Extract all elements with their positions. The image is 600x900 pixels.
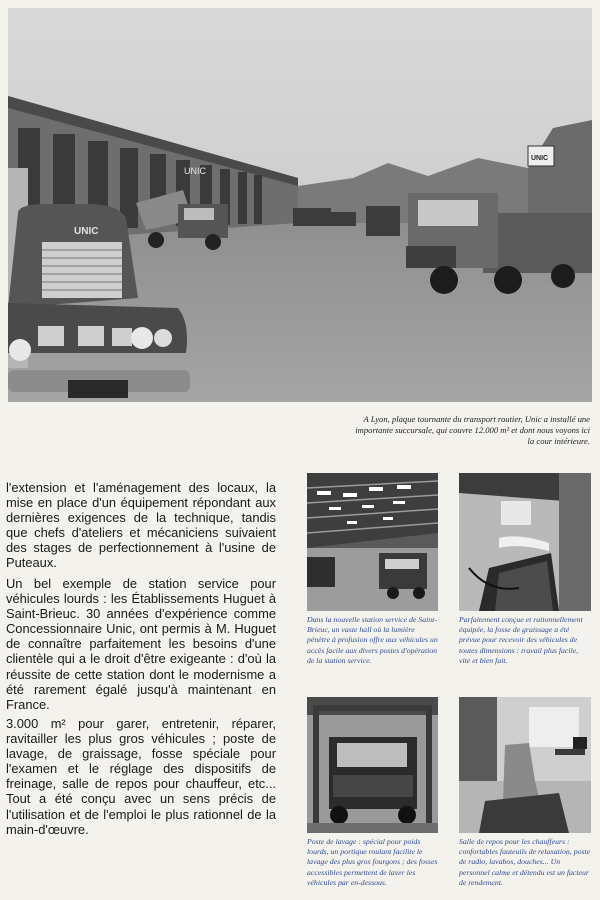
paragraph-text: l'extension et l'aménagement des locaux, la mise en place d'un équipement répondant aux dernières exigences de la technique, tandis que chefs d'ateliers et mécaniciens suivaient des stages de perfectionnement à l'usine de Puteaux. — [6, 480, 276, 571]
article-paragraph — [6, 576, 276, 712]
greasing-pit-illustration — [459, 473, 591, 611]
building-sign-text: UNIC — [184, 166, 206, 176]
article-paragraph — [6, 480, 276, 571]
caption-wash-station: Poste de lavage : spécial pour poids lourds, un portique roulant facilite le lavage des plus gros fourgons ; des fosses accessibles permettent de laver les véhicules par en-dessous. — [307, 837, 438, 887]
photo-station-hall — [307, 473, 438, 611]
main-photo-lyon-courtyard — [8, 8, 592, 402]
caption-station-hall: Dans la nouvelle station service de Saint-Brieuc, un vaste hall où la lumière pénètre à profusion offre aux véhicules un accès facile aux divers postes d'opération de la station service. — [307, 615, 438, 665]
caption-greasing-pit: Parfaitement conçue et rationnellement équipée, la fosse de graissage a été prévue pour recevoir des véhicules de toutes dimensions : travail plus facile, vite et bien fait. — [459, 615, 583, 665]
photo-greasing-pit — [459, 473, 591, 611]
courtyard-illustration — [8, 8, 592, 402]
paragraph-text: Un bel exemple de station service pour véhicules lourds : les Établissements Huguet à Saint-Brieuc. 30 années d'expérience comme Concessionnaire Unic, ont permis à M. Huguet de connaître parfaitement les besoins d'une clientèle qui a le droit d'être exigeante : d'où la réussite de cette station dont le modernisme a été rarement égalé jusqu'à maintenant en France. — [6, 576, 276, 712]
main-caption-line: importante succursale, qui couvre 12.000 m² et dont nous voyons ici — [355, 425, 590, 435]
truck-badge: UNIC — [74, 226, 99, 237]
paragraph-text: 3.000 m² pour garer, entretenir, réparer, ravitailler les plus gros véhicules ; poste de lavage, de graissage, fosse spéciale pour l'examen et le réglage des dispositifs de freinage, salle de repos pour chauffeur, etc... Tout a été conçu avec un sens précis de l'utilisation et de l'emploi le plus rationnel de la main-d'œuvre. — [6, 716, 276, 837]
photo-rest-room — [459, 697, 591, 833]
sign-board-text: UNIC — [531, 155, 549, 162]
main-photo-caption — [300, 414, 590, 447]
main-caption-line: A Lyon, plaque tournante du transport routier, Unic a installé une — [363, 414, 590, 424]
article-paragraph — [6, 716, 276, 837]
caption-rest-room: Salle de repos pour les chauffeurs : confortables fauteuils de relaxation, poste de radio, lavabos, douches... Un personnel calme et détendu est un facteur de rendement. — [459, 837, 591, 887]
rest-room-illustration — [459, 697, 591, 833]
photo-wash-station — [307, 697, 438, 833]
main-caption-line: la cour intérieure. — [527, 436, 590, 446]
wash-station-illustration — [307, 697, 438, 833]
hall-illustration — [307, 473, 438, 611]
